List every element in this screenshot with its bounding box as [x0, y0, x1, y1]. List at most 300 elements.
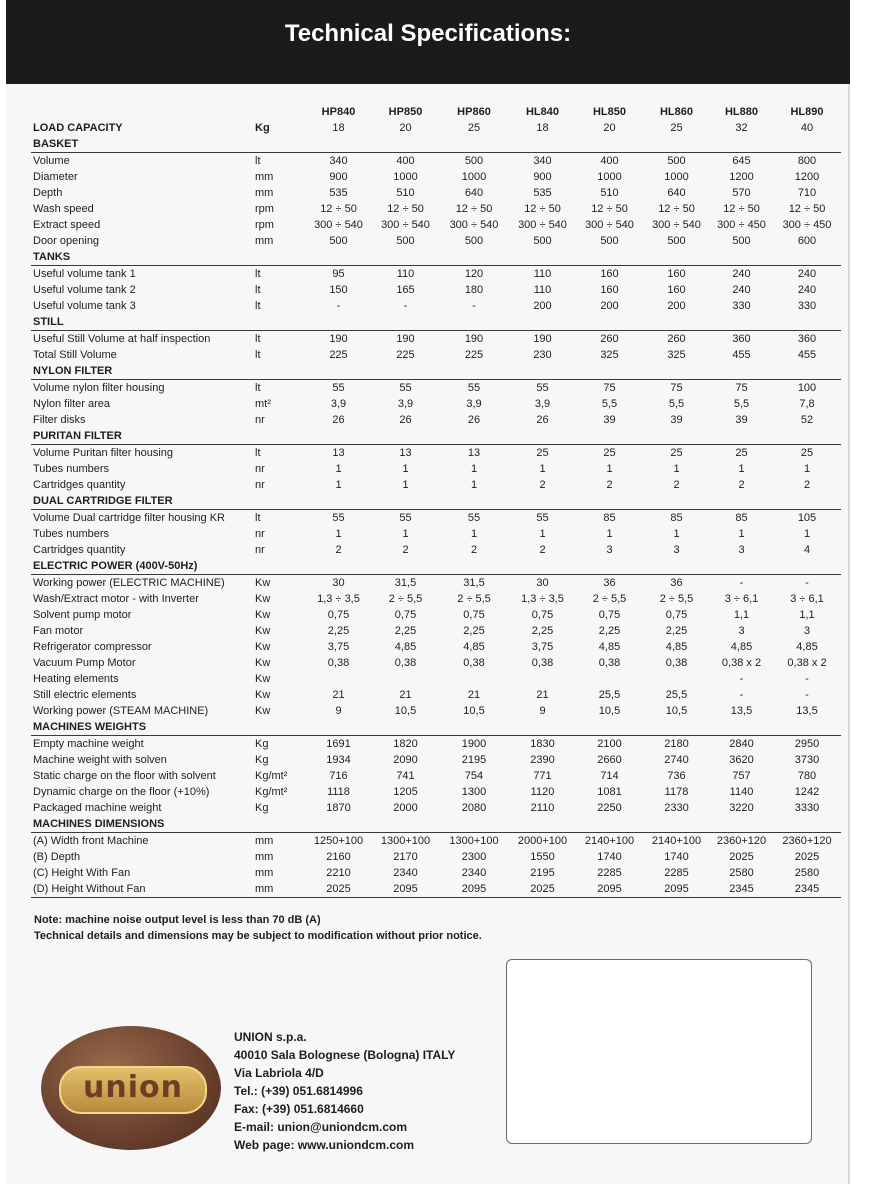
value-cell: 31,5	[463, 577, 485, 589]
value-cell: 2195	[461, 754, 487, 766]
value-cell: 500	[396, 235, 415, 247]
noise-note: Note: machine noise output level is less than 70 dB (A)	[34, 914, 321, 926]
value-cell: -	[403, 300, 408, 312]
value-cell: 1205	[393, 786, 418, 798]
value-cell: 2	[738, 479, 745, 491]
value-cell: 4,85	[463, 641, 485, 653]
value-cell: 240	[732, 268, 751, 280]
value-cell: 2 ÷ 5,5	[659, 593, 694, 605]
value-cell: 55	[536, 382, 549, 394]
row-unit: Kg	[255, 754, 269, 766]
section-header-row	[31, 249, 841, 266]
value-cell: 1	[402, 463, 409, 475]
value-cell: 0,75	[394, 609, 417, 621]
row-unit: Kw	[255, 641, 271, 653]
value-cell: 2360+120	[716, 835, 767, 847]
value-cell: 2 ÷ 5,5	[592, 593, 627, 605]
value-cell: 39	[735, 414, 748, 426]
value-cell: 2170	[393, 851, 418, 863]
value-cell: 1740	[664, 851, 689, 863]
row-label: Packaged machine weight	[33, 802, 162, 814]
row-label: (A) Width front Machine	[33, 835, 149, 847]
value-cell: 2100	[597, 738, 622, 750]
value-cell: 2195	[530, 867, 555, 879]
value-cell: 12 ÷ 50	[524, 203, 561, 215]
value-cell: 10,5	[394, 705, 417, 717]
value-cell: 1	[402, 479, 409, 491]
value-cell: 1,3 ÷ 3,5	[521, 593, 564, 605]
table-row	[31, 412, 841, 428]
row-label: Useful volume tank 3	[33, 300, 136, 312]
value-cell: 500	[667, 235, 686, 247]
value-cell: 3	[673, 544, 680, 556]
value-cell: 2	[470, 544, 478, 556]
value-cell: 165	[396, 284, 415, 296]
row-label: Tubes numbers	[33, 463, 110, 475]
value-cell: 1	[803, 528, 811, 540]
row-unit: Kg/mt²	[255, 786, 288, 798]
value-cell: 1	[539, 463, 546, 475]
row-label: Fan motor	[33, 625, 84, 637]
row-label: Dynamic charge on the floor (+10%)	[33, 786, 210, 798]
table-row	[31, 639, 841, 655]
value-cell: 2 ÷ 5,5	[388, 593, 423, 605]
value-cell: 4	[803, 544, 811, 556]
value-cell: 3620	[729, 754, 754, 766]
value-cell: 2	[335, 544, 342, 556]
value-cell: 55	[332, 382, 345, 394]
value-cell: 52	[800, 414, 814, 426]
value-cell: 1250+100	[313, 835, 364, 847]
union-logo	[41, 1026, 221, 1150]
value-cell: 5,5	[601, 398, 618, 410]
value-cell: -	[739, 577, 744, 589]
value-cell: 260	[600, 333, 619, 345]
row-unit: lt	[255, 333, 261, 345]
value-cell: 25	[670, 447, 683, 459]
value-cell: 3	[738, 625, 745, 637]
section-header-row	[31, 816, 841, 833]
company-email[interactable]: E-mail: union@uniondcm.com	[234, 1120, 408, 1134]
value-cell: 340	[533, 155, 552, 167]
value-cell: 120	[464, 268, 484, 280]
value-cell: 0,38 x 2	[787, 657, 827, 669]
company-name: UNION s.p.a.	[234, 1030, 307, 1044]
value-cell: 110	[533, 268, 552, 280]
value-cell: 55	[399, 512, 412, 524]
row-label: Volume Dual cartridge filter housing KR	[33, 512, 225, 524]
specifications-table	[31, 104, 841, 898]
value-cell: 26	[332, 414, 345, 426]
value-cell: 39	[670, 414, 683, 426]
table-row	[31, 575, 841, 592]
value-cell: 0,38 x 2	[721, 657, 762, 669]
table-row	[31, 655, 841, 671]
value-cell: 200	[667, 300, 686, 312]
section-header-row	[31, 363, 841, 380]
value-cell: 1300+100	[449, 835, 499, 847]
value-cell: 2340	[461, 867, 487, 879]
value-cell: 150	[329, 284, 348, 296]
value-cell	[509, 671, 576, 687]
value-cell: 2160	[326, 851, 351, 863]
value-cell: 190	[329, 333, 348, 345]
row-unit: rpm	[255, 203, 274, 215]
value-cell: -	[805, 689, 809, 701]
value-cell: 500	[464, 155, 484, 167]
value-cell: 36	[603, 577, 616, 589]
value-cell: 640	[464, 187, 484, 199]
value-cell: 1	[470, 479, 478, 491]
value-cell: 160	[600, 284, 619, 296]
load-capacity-row	[31, 120, 841, 136]
value-cell: 800	[797, 155, 817, 167]
value-cell: 25	[467, 122, 481, 134]
value-cell: 3	[803, 625, 811, 637]
value-cell: 710	[797, 187, 817, 199]
value-cell: 1,3 ÷ 3,5	[317, 593, 360, 605]
company-street: Via Labriola 4/D	[234, 1066, 324, 1080]
value-cell	[576, 671, 643, 687]
value-cell: 110	[396, 268, 415, 280]
section-title: MACHINES WEIGHTS	[31, 719, 841, 736]
value-cell: -	[805, 577, 809, 589]
table-row	[31, 347, 841, 363]
table-row	[31, 201, 841, 217]
row-unit: Kw	[255, 593, 271, 605]
value-cell: 40	[800, 122, 814, 134]
table-row	[31, 849, 841, 865]
table-row	[31, 881, 841, 898]
value-cell: 4,85	[665, 641, 688, 653]
company-phone: Tel.: (+39) 051.6814996	[234, 1084, 363, 1098]
value-cell: 21	[536, 689, 549, 701]
row-unit: nr	[255, 544, 265, 556]
value-cell: 3220	[729, 802, 754, 814]
value-cell: 105	[797, 512, 817, 524]
row-label: Cartridges quantity	[33, 479, 126, 491]
table-row	[31, 396, 841, 412]
value-cell: 2345	[710, 881, 773, 898]
value-cell: 1	[539, 528, 546, 540]
value-cell: 1691	[326, 738, 351, 750]
row-unit: lt	[255, 155, 261, 167]
value-cell: 75	[603, 382, 616, 394]
value-cell: 900	[329, 171, 348, 183]
model-header: HL860	[659, 106, 694, 118]
row-label: Total Still Volume	[33, 349, 117, 361]
section-header-row	[31, 428, 841, 445]
value-cell: 2095	[643, 881, 710, 898]
value-cell: 2,25	[531, 625, 554, 637]
value-cell: 2,25	[463, 625, 485, 637]
value-cell: 3,75	[327, 641, 350, 653]
value-cell: 160	[667, 268, 686, 280]
value-cell: 2340	[393, 867, 418, 879]
value-cell: 160	[667, 284, 686, 296]
value-cell: 1934	[326, 754, 351, 766]
value-cell: 455	[797, 349, 817, 361]
value-cell: 75	[670, 382, 683, 394]
value-cell: 1200	[729, 171, 754, 183]
value-cell: 500	[667, 155, 686, 167]
value-cell: 4,85	[598, 641, 621, 653]
value-cell: 13,5	[730, 705, 753, 717]
value-cell: 0,38	[531, 657, 554, 669]
value-cell: 12 ÷ 50	[387, 203, 424, 215]
value-cell: 2140+100	[651, 835, 702, 847]
value-cell: 3,9	[534, 398, 551, 410]
value-cell: 1242	[794, 786, 820, 798]
value-cell: 600	[797, 235, 817, 247]
section-title: NYLON FILTER	[31, 363, 841, 380]
value-cell: 500	[600, 235, 619, 247]
value-cell	[305, 671, 372, 687]
value-cell: 2090	[393, 754, 418, 766]
table-row	[31, 671, 841, 687]
value-cell: 1300+100	[380, 835, 431, 847]
value-cell: 1081	[597, 786, 622, 798]
value-cell: 20	[603, 122, 616, 134]
value-cell: -	[739, 673, 744, 685]
row-label: (B) Depth	[33, 851, 81, 863]
value-cell: 2	[402, 544, 409, 556]
value-cell: 0,38	[327, 657, 350, 669]
table-row	[31, 380, 841, 397]
row-unit: lt	[255, 447, 261, 459]
row-unit: nr	[255, 479, 265, 491]
value-cell: 2285	[664, 867, 689, 879]
value-cell: 10,5	[665, 705, 688, 717]
model-header: HP840	[321, 106, 356, 118]
value-cell: 4,85	[730, 641, 753, 653]
value-cell: 2025	[729, 851, 754, 863]
table-row	[31, 736, 841, 753]
row-unit: mm	[255, 171, 274, 183]
value-cell: 340	[329, 155, 348, 167]
row-label: (C) Height With Fan	[33, 867, 131, 879]
value-cell: 1	[470, 463, 478, 475]
row-unit: lt	[255, 300, 261, 312]
model-header: HL880	[724, 106, 759, 118]
value-cell: 12 ÷ 50	[591, 203, 628, 215]
value-cell: 2,25	[394, 625, 417, 637]
value-cell: 1	[335, 479, 342, 491]
value-cell: 330	[797, 300, 817, 312]
value-cell: 2660	[597, 754, 622, 766]
value-cell: 0,38	[665, 657, 688, 669]
modification-note: Technical details and dimensions may be subject to modification without prior notice.	[34, 930, 482, 942]
value-cell: 400	[396, 155, 415, 167]
value-cell: 3730	[794, 754, 820, 766]
value-cell: 55	[399, 382, 412, 394]
value-cell: 900	[533, 171, 552, 183]
value-cell: 2	[606, 479, 613, 491]
value-cell: 1740	[597, 851, 622, 863]
value-cell: 2095	[372, 881, 439, 898]
row-label: (D) Height Without Fan	[31, 881, 253, 898]
row-unit: Kg/mt²	[255, 770, 288, 782]
value-cell: 1140	[729, 786, 754, 798]
value-cell: 1200	[794, 171, 820, 183]
table-row	[31, 331, 841, 348]
value-cell: 300 ÷ 540	[449, 219, 499, 231]
value-cell: 55	[467, 512, 481, 524]
value-cell	[439, 671, 509, 687]
table-row	[31, 542, 841, 558]
row-unit: mt²	[255, 398, 271, 410]
value-cell: 30	[332, 577, 345, 589]
value-cell: 3	[606, 544, 613, 556]
row-unit: Kg	[255, 802, 269, 814]
value-cell: 100	[797, 382, 817, 394]
row-label: Nylon filter area	[33, 398, 111, 410]
section-title: PURITAN FILTER	[31, 428, 841, 445]
row-label: Heating elements	[33, 673, 119, 685]
company-website[interactable]: Web page: www.uniondcm.com	[234, 1138, 415, 1152]
row-label: Volume Puritan filter housing	[33, 447, 174, 459]
table-row	[31, 752, 841, 768]
value-cell: 2740	[664, 754, 689, 766]
company-contact	[234, 1028, 494, 1154]
row-unit: mm	[255, 835, 274, 847]
value-cell: 20	[399, 122, 412, 134]
section-header-row	[31, 719, 841, 736]
table-row	[31, 477, 841, 493]
value-cell: 4,85	[394, 641, 417, 653]
model-header: HP860	[457, 106, 491, 118]
value-cell: 1870	[326, 802, 351, 814]
value-cell: 500	[533, 235, 552, 247]
value-cell: 2210	[326, 867, 351, 879]
section-title: ELECTRIC POWER (400V-50Hz)	[31, 558, 841, 575]
value-cell: 2080	[461, 802, 487, 814]
value-cell: 0,75	[327, 609, 350, 621]
row-label: Refrigerator compressor	[33, 641, 152, 653]
row-unit: lt	[255, 349, 261, 361]
table-row	[31, 623, 841, 639]
value-cell: 1	[738, 528, 745, 540]
value-cell: 570	[732, 187, 751, 199]
value-cell: 2095	[439, 881, 509, 898]
value-cell: 325	[667, 349, 686, 361]
value-cell: 1	[335, 463, 342, 475]
row-label: Volume	[33, 155, 70, 167]
row-label: Door opening	[33, 235, 100, 247]
value-cell: 1120	[530, 786, 555, 798]
value-cell: 300 ÷ 540	[314, 219, 363, 231]
value-cell: 180	[464, 284, 484, 296]
row-unit: Kw	[255, 577, 271, 589]
row-unit: mm	[255, 851, 274, 863]
table-row	[31, 833, 841, 850]
value-cell: 360	[797, 333, 817, 345]
value-cell: 26	[536, 414, 549, 426]
value-cell: 3,9	[330, 398, 347, 410]
section-header-row	[31, 136, 841, 153]
value-cell: 36	[670, 577, 683, 589]
value-cell: 7,8	[799, 398, 815, 410]
row-unit: nr	[255, 414, 265, 426]
value-cell: 200	[600, 300, 619, 312]
row-label: Useful volume tank 1	[33, 268, 136, 280]
row-label: Machine weight with solven	[33, 754, 167, 766]
value-cell: 12 ÷ 50	[723, 203, 760, 215]
value-cell: 2	[803, 479, 811, 491]
row-label: LOAD CAPACITY	[33, 122, 123, 134]
value-cell: 300 ÷ 540	[381, 219, 430, 231]
row-unit: mm	[255, 235, 274, 247]
value-cell: 30	[536, 577, 549, 589]
value-cell: 325	[600, 349, 619, 361]
value-cell: 771	[533, 770, 552, 782]
value-cell: 714	[600, 770, 619, 782]
row-unit: Kw	[255, 657, 271, 669]
value-cell: 5,5	[668, 398, 685, 410]
value-cell: 2950	[794, 738, 820, 750]
value-cell: 1900	[461, 738, 487, 750]
row-unit: lt	[255, 382, 261, 394]
row-label: Still electric elements	[33, 689, 137, 701]
table-row	[31, 445, 841, 462]
value-cell: 25,5	[665, 689, 688, 701]
value-cell: 190	[533, 333, 552, 345]
value-cell: 3 ÷ 6,1	[790, 593, 824, 605]
value-cell: 2,25	[598, 625, 621, 637]
value-cell: 2580	[729, 867, 754, 879]
notes	[34, 912, 734, 944]
value-cell: 12 ÷ 50	[320, 203, 357, 215]
value-cell: -	[739, 689, 744, 701]
value-cell: 31,5	[394, 577, 417, 589]
value-cell: 10,5	[598, 705, 621, 717]
row-label: Vacuum Pump Motor	[33, 657, 136, 669]
row-unit: Kw	[255, 689, 271, 701]
value-cell: 21	[467, 689, 481, 701]
row-label: Extract speed	[33, 219, 101, 231]
row-label: Solvent pump motor	[33, 609, 132, 621]
model-header: HL890	[790, 106, 824, 118]
row-label: Diameter	[33, 171, 78, 183]
value-cell: 300 ÷ 540	[652, 219, 701, 231]
value-cell: 55	[536, 512, 549, 524]
value-cell: 25	[536, 447, 549, 459]
row-unit: lt	[255, 512, 261, 524]
table-row	[31, 784, 841, 800]
value-cell: 1178	[664, 786, 689, 798]
table-row	[31, 768, 841, 784]
value-cell: 754	[464, 770, 484, 782]
table-row	[31, 687, 841, 703]
value-cell: 21	[399, 689, 412, 701]
row-label: Useful Still Volume at half inspection	[33, 333, 211, 345]
value-cell: 645	[732, 155, 751, 167]
value-cell: 2180	[664, 738, 689, 750]
value-cell: 0,75	[463, 609, 485, 621]
row-unit: lt	[255, 284, 261, 296]
value-cell: 13	[467, 447, 481, 459]
value-cell: 2110	[530, 802, 555, 814]
value-cell: 300 ÷ 450	[782, 219, 832, 231]
value-cell: 26	[399, 414, 412, 426]
table-row	[31, 526, 841, 542]
value-cell: 1	[606, 528, 613, 540]
value-cell: 1820	[393, 738, 418, 750]
section-header-row	[31, 314, 841, 331]
value-cell: 25	[603, 447, 616, 459]
value-cell: -	[472, 300, 476, 312]
value-cell: 2360+120	[782, 835, 832, 847]
